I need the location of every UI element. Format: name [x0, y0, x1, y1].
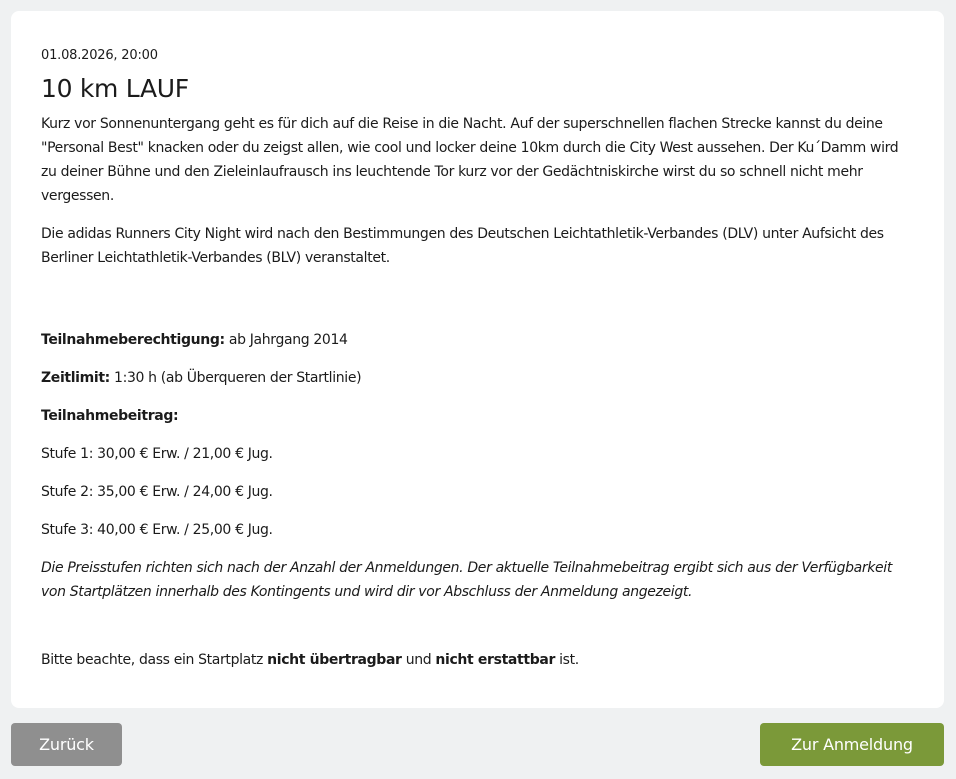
transfer-notice: [41, 648, 914, 672]
event-details-card: [11, 11, 944, 708]
spacer: [41, 614, 914, 648]
time-limit-value: 1:30 h (ab Überqueren der Startlinie): [109, 370, 362, 386]
notice-prefix: Bitte beachte, dass ein Startplatz: [41, 652, 268, 668]
time-limit-label: Zeitlimit:: [41, 370, 110, 386]
event-regulation: Die adidas Runners City Night wird nach den Bestimmungen des Deutschen Leichtathletik-Verbandes (DLV) unter Aufsicht des Berliner Leichtathletik-Verbandes (BLV) veranstaltet.: [41, 226, 884, 266]
fee-tier: Stufe 1: 30,00 € Erw. / 21,00 € Jug.: [41, 446, 273, 462]
time-limit-row: [41, 366, 914, 390]
fee-note: Die Preisstufen richten sich nach der Anzahl der Anmeldungen. Der aktuelle Teilnahmebeitrag ergibt sich aus der Verfügbarkeit von Startplätzen innerhalb des Kontingents und wird dir vor Abschluss der Anmeldung angezeigt.: [41, 560, 892, 600]
fee-label-row: [41, 404, 914, 428]
fee-label: Teilnahmebeitrag:: [41, 408, 179, 424]
fee-tier: Stufe 3: 40,00 € Erw. / 25,00 € Jug.: [41, 522, 273, 538]
fee-tier: Stufe 2: 35,00 € Erw. / 24,00 € Jug.: [41, 484, 273, 500]
event-datetime: 01.08.2026, 20:00: [41, 48, 158, 63]
back-button[interactable]: Zurück: [11, 723, 122, 766]
event-title: 10 km LAUF: [41, 74, 189, 103]
event-intro: Kurz vor Sonnenuntergang geht es für dich auf die Reise in die Nacht. Auf der superschnellen flachen Strecke kannst du deine "Personal Best" knacken oder du zeigst allen, wie cool und locker deine 10km durch die City West aussehen. Der Ku´Damm wird zu deiner Bühne und den Zieleinlaufrausch ins leuchtende Tor kurz vor der Gedächtniskirche wirst du so schnell nicht mehr vergessen.: [41, 116, 899, 204]
notice-middle: und: [401, 652, 436, 668]
notice-suffix: ist.: [555, 652, 579, 668]
notice-not-refundable: nicht erstattbar: [435, 652, 556, 668]
eligibility-row: [41, 328, 914, 352]
eligibility-label: Teilnahmeberechtigung:: [41, 332, 225, 348]
register-button[interactable]: Zur Anmeldung: [760, 723, 944, 766]
eligibility-value: ab Jahrgang 2014: [224, 332, 348, 348]
notice-not-transferable: nicht übertragbar: [267, 652, 402, 668]
spacer: [41, 280, 914, 328]
